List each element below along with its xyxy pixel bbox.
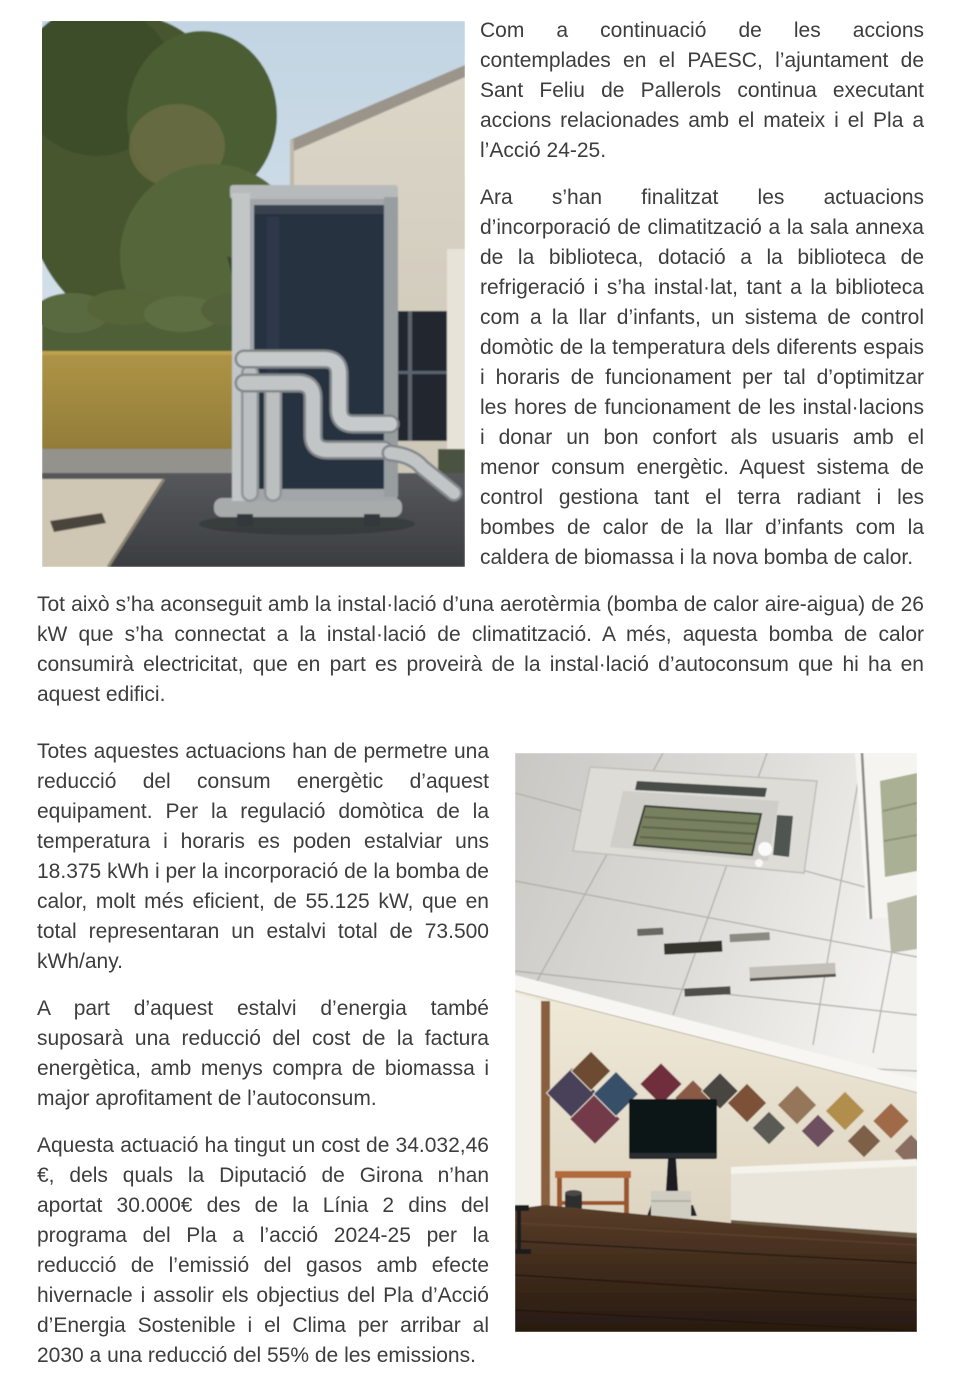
- outdoor-heat-pump-illustration: [42, 21, 465, 567]
- paragraph-aerotermia: Tot això s’ha aconseguit amb la instal·lació d’una aerotèrmia (bomba de calor aire-aigua) de 26 kW que s’ha connectat a la instal·lació de climatització. A més, aquesta bomba de calor consumirà electricitat, que en part es proveirà de la instal·lació d’autoconsum que hi ha en aquest edifici.: [37, 593, 924, 706]
- paragraph-energy-savings: Totes aquestes actuacions han de permetre una reducció del consum energètic d’aquest equipament. Per la regulació domòtica de la temperatura i horaris es poden estalviar uns 18.375 kWh i per la incorporació de la bomba de calor, molt més eficient, de 55.125 kW, que en total representaran un estalvi total de 73.500 kWh/any.: [37, 740, 489, 973]
- paragraph-climatitzacio-actions: Ara s’han finalitzat les actuacions d’incorporació de climatització a la sala annexa de la biblioteca, dotació a la biblioteca de refrigeració i s’ha instal·lat, tant a la biblioteca com a la llar d’infants, un sistema de control domòtic de la temperatura dels diferents espais i horaris de funcionament per tal d’optimitzar les hores de funcionament de les instal·lacions i donar un bon confort als usuaris amb el menor consum energètic. Aquest sistema de control gestiona tant el terra radiant i les bombes de calor de la llar d’infants com la caldera de biomassa i la nova bomba de calor.: [480, 186, 924, 569]
- paragraph-paesc-intro: Com a continuació de les accions contemplades en el PAESC, l’ajuntament de Sant Feliu de Pallerols continua executant accions relacionades amb el mateix i el Pla a l’Acció 24-25.: [480, 19, 924, 162]
- aerothermal-paragraph-block: [37, 590, 924, 727]
- interior-ceiling-illustration: [515, 753, 917, 1332]
- outdoor-heat-pump-photo: [42, 21, 465, 567]
- savings-text-column: [37, 737, 489, 1388]
- paragraph-cost-reduction: A part d’aquest estalvi d’energia també suposarà una reducció del cost de la factura energètica, amb menys compra de biomassa i major aprofitament de l’autoconsum.: [37, 997, 489, 1110]
- paragraph-funding: Aquesta actuació ha tingut un cost de 34.032,46 €, dels quals la Diputació de Girona n’han aportat 30.000€ des de la Línia 2 dins del programa del Pla a l’acció 2024-25 per la reducció de l’emissió del gasos amb efecte hivernacle i assolir els objectius del Pla d’Acció d’Energia Sostenible i el Clima per arribar al 2030 a una reducció del 55% de les emissions.: [37, 1134, 489, 1367]
- interior-ceiling-photo: [515, 753, 917, 1332]
- intro-text-column: [480, 16, 924, 590]
